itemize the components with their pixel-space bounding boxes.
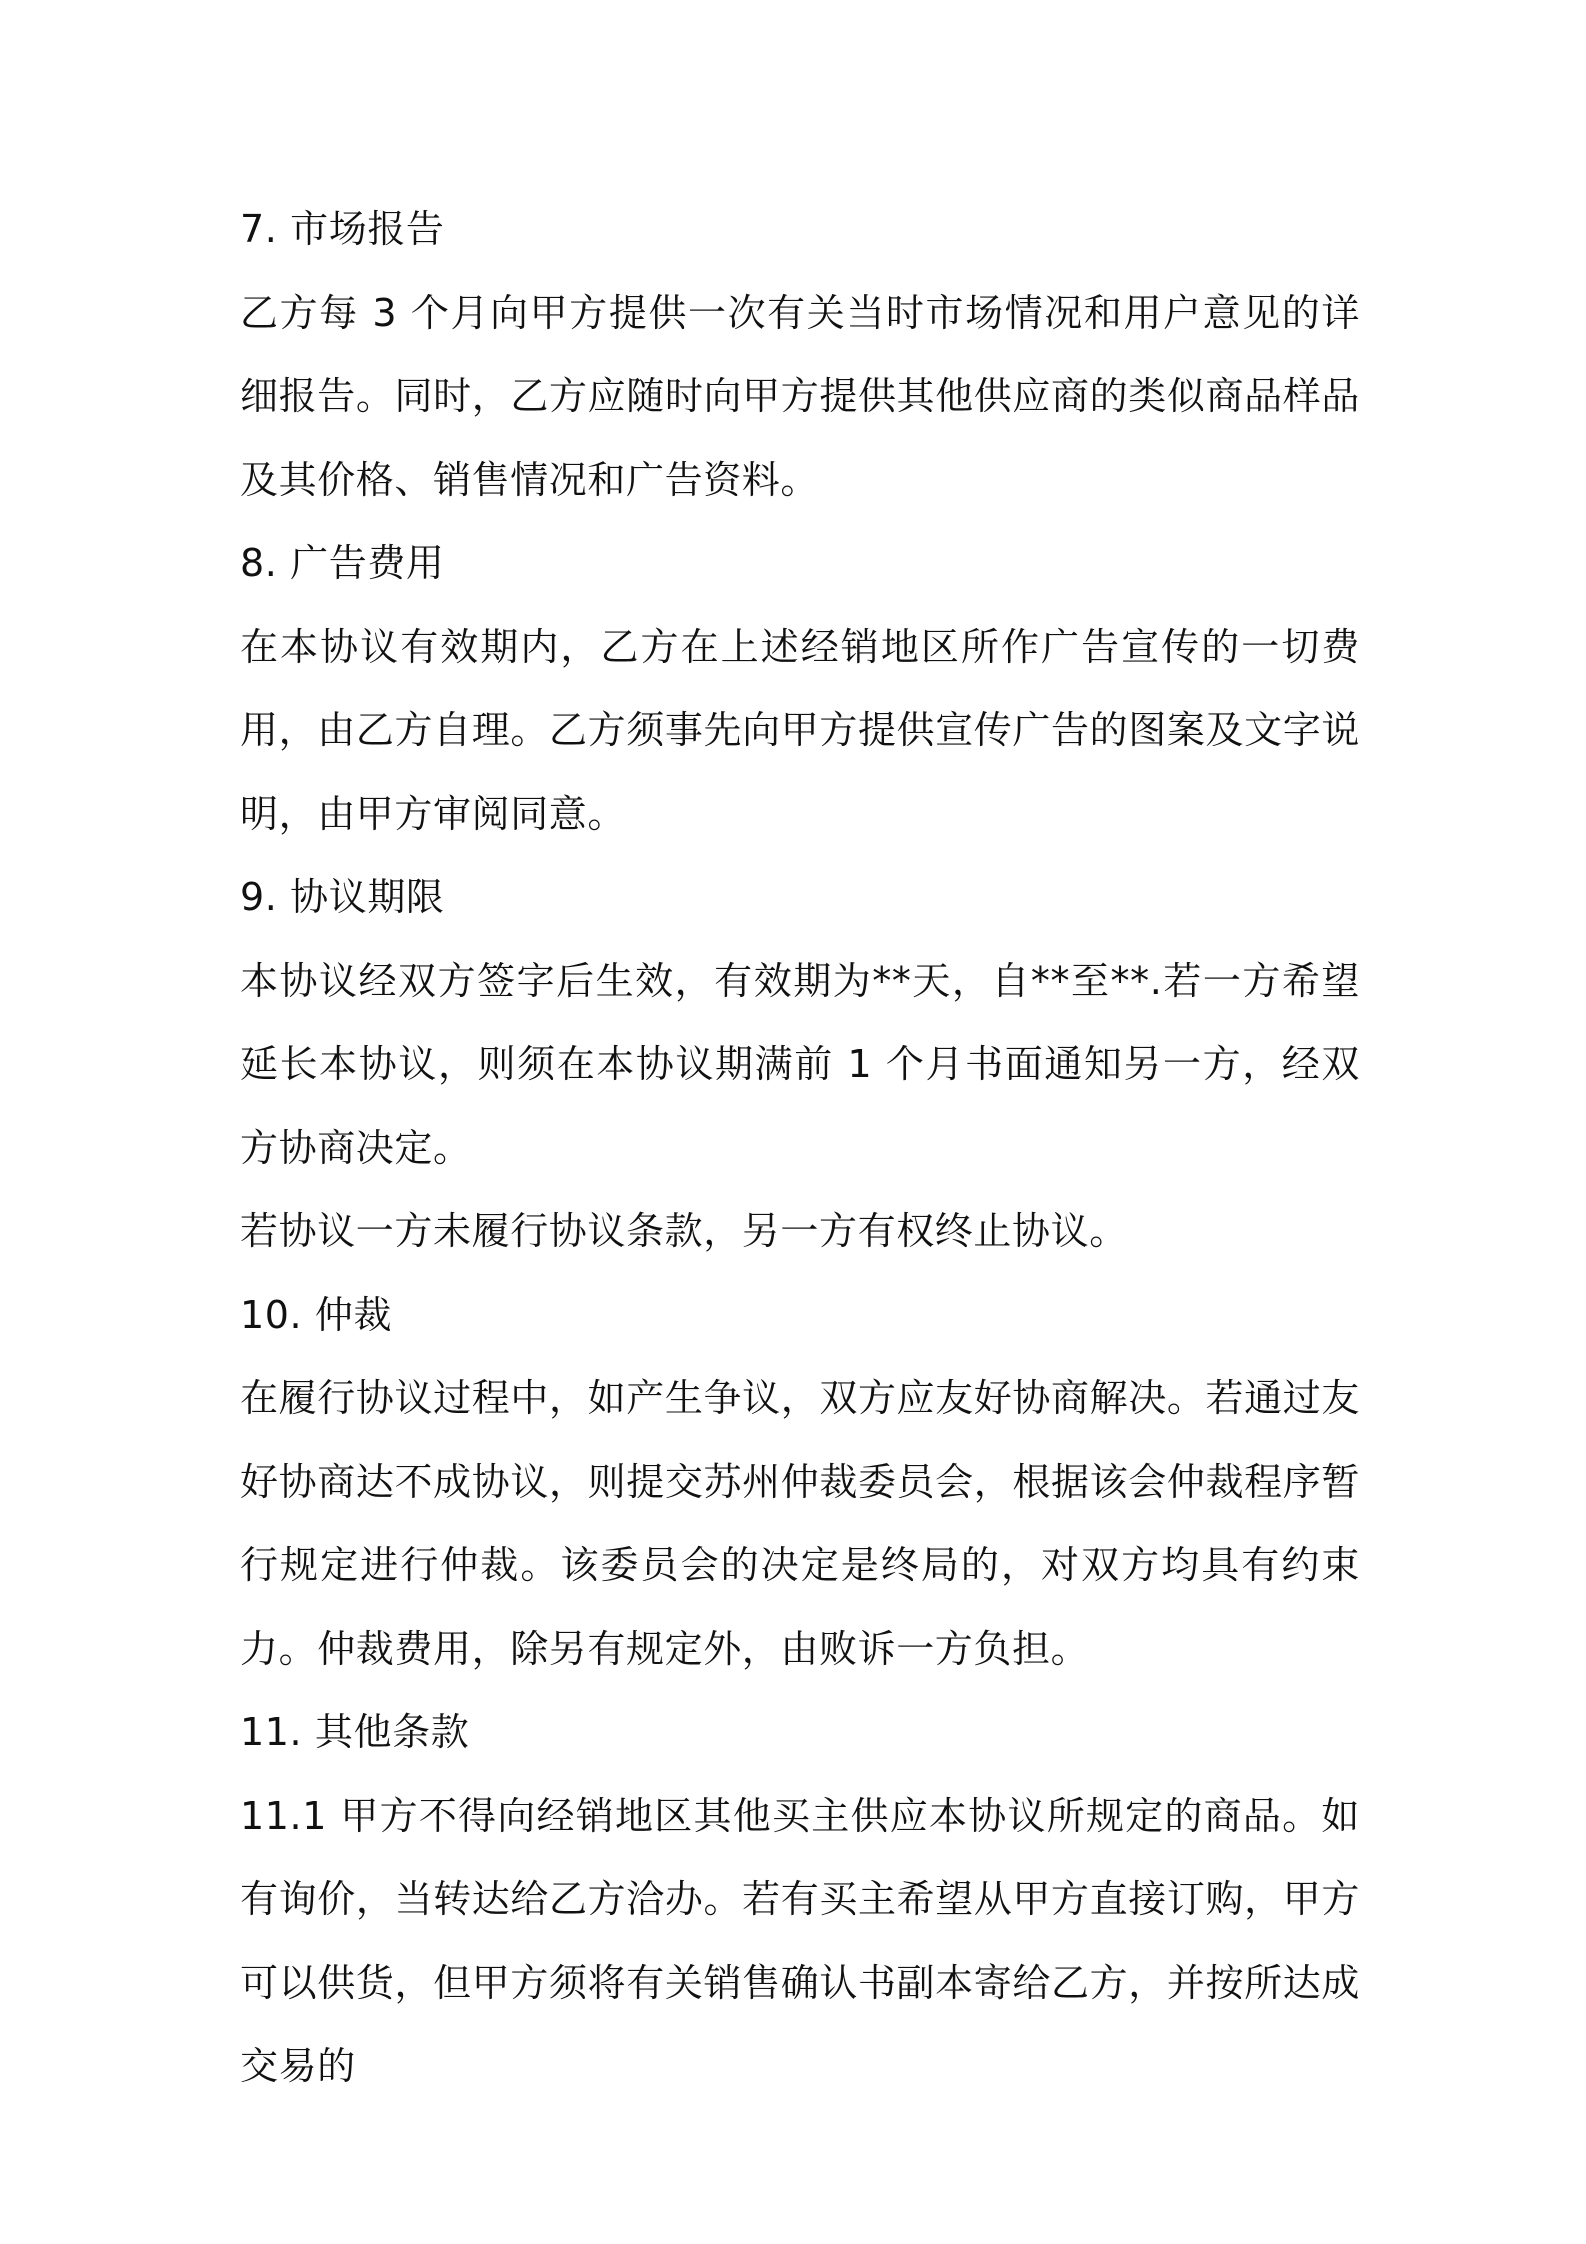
- section-10-body: 在履行协议过程中，如产生争议，双方应友好协商解决。若通过友好协商达不成协议，则提交苏州仲裁委员会，根据该会仲裁程序暂行规定进行仲裁。该委员会的决定是终局的，对双方均具有约束力。仲裁费用，除另有规定外，由败诉一方负担。: [240, 1376, 1360, 1671]
- section-9-heading: 9. 协议期限: [240, 875, 445, 919]
- section-11-heading: 11. 其他条款: [240, 1710, 470, 1754]
- section-9-body-1: 本协议经双方签字后生效，有效期为**天，自**至**.若一方希望延长本协议，则须在本协议期满前 1 个月书面通知另一方，经双方协商决定。: [240, 958, 1360, 1170]
- section-8-heading: 8. 广告费用: [240, 541, 445, 585]
- document-content: [240, 188, 1360, 2109]
- section-7-body: 乙方每 3 个月向甲方提供一次有关当时市场情况和用户意见的详细报告。同时，乙方应随时向甲方提供其他供应商的类似商品样品及其价格、销售情况和广告资料。: [240, 290, 1360, 502]
- section-10-heading: 10. 仲裁: [240, 1292, 393, 1337]
- section-9-body-2: 若协议一方未履行协议条款，另一方有权终止协议。: [240, 1209, 1128, 1253]
- section-8-body: 在本协议有效期内，乙方在上述经销地区所作广告宣传的一切费用，由乙方自理。乙方须事先向甲方提供宣传广告的图案及文字说明，由甲方审阅同意。: [240, 624, 1360, 836]
- section-7-heading: 7. 市场报告: [240, 207, 445, 251]
- section-11-body: 11.1 甲方不得向经销地区其他买主供应本协议所规定的商品。如有询价，当转达给乙方洽办。若有买主希望从甲方直接订购，甲方可以供货，但甲方须将有关销售确认书副本寄给乙方，并按所达成交易的: [240, 1793, 1360, 2088]
